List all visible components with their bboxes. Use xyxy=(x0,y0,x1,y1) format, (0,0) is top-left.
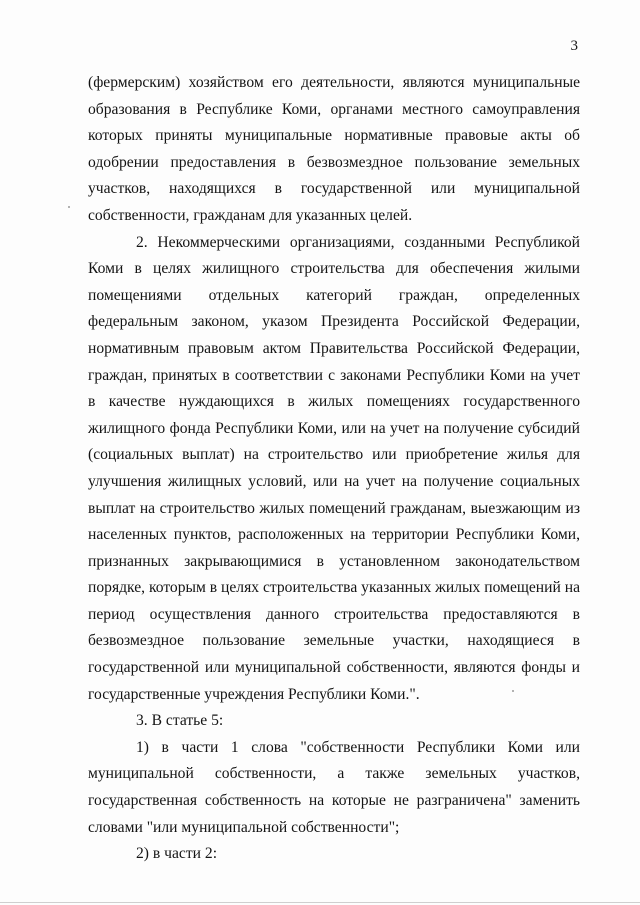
scan-speck xyxy=(512,690,514,692)
paragraph-article-5: 3. В статье 5: xyxy=(136,712,224,730)
scan-edge-line xyxy=(0,902,640,903)
paragraph-item-2: 2. Некоммерческими организациями, созданными Республикой Коми в целях жилищного строительства для обеспечения жилыми помещениями отдельных категорий граждан, определенных федеральным законом, указом Президента Российской Федерации, нормативным правовым актом Правительства Российской Федерации, граждан, принятых в соответствии с законами Республики Коми на учет в качестве нуждающихся в жилых помещениях государственного жилищного фонда Республики Коми, или на учет на получение субсидий (социальных выплат) на строительство или приобретение жилья для улучшения жилищных условий, или на учет на получение социальных выплат на строительство жилых помещений гражданам, выезжающим из населенных пунктов, расположенных на территории Республики Коми, признанных закрывающимися в установленном законодательством порядке, которым в целях строительства указанных жилых помещений на период осуществления данного строительства предоставляются в безвозмездное пользование земельные участки, находящиеся в государственной или муниципальной собственности, являются фонды и государственные учреждения Республики Коми.". xyxy=(88,233,580,703)
page-number: 3 xyxy=(570,38,578,54)
scan-speck xyxy=(68,206,70,208)
document-body xyxy=(88,70,580,868)
paragraph-subitem-2: 2) в части 2: xyxy=(136,845,218,863)
paragraph-subitem-1: 1) в части 1 слова "собственности Республики Коми или муниципальной собственности, а также земельных участков, государственная собственность на которые не разграничена" заменить словами "или муниципальной собственности"; xyxy=(88,738,580,836)
paragraph-continuation: (фермерским) хозяйством его деятельности, являются муниципальные образования в Республике Коми, органами местного самоуправления которых приняты муниципальные нормативные правовые акты об одобрении предоставления в безвозмездное пользование земельных участков, находящихся в государственной или муниципальной собственности, гражданам для указанных целей. xyxy=(88,74,580,224)
